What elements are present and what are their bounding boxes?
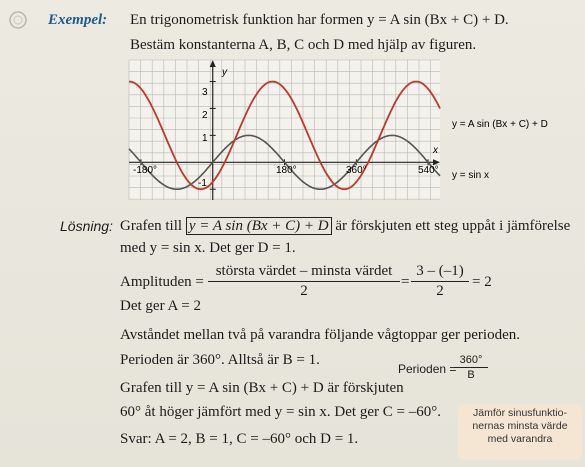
amplitude-denominator-2: 2: [436, 283, 444, 299]
x-tick-540: 540°: [418, 165, 439, 176]
solution-line-4: Det ger A = 2: [120, 298, 201, 314]
solution-label: Lösning:: [60, 218, 113, 234]
note-line-1: Jämför sinusfunktio-: [473, 407, 567, 419]
amplitude-prefix: Amplituden =: [120, 274, 204, 290]
margin-note: [458, 404, 582, 460]
period-numerator: 360°: [454, 354, 488, 368]
period-prefix: Perioden =: [398, 362, 457, 376]
x-tick-minus-180: -180°: [133, 165, 158, 176]
amplitude-result: = 2: [472, 274, 492, 290]
amplitude-numerator: största värdet – minsta värdet: [208, 263, 400, 282]
answer-line: Svar: A = 2, B = 1, C = –60° och D = 1.: [120, 431, 359, 447]
solution-line-6: Perioden är 360°. Alltså är B = 1.: [120, 352, 320, 368]
boxed-formula: y = A sin (Bx + C) + D: [186, 217, 332, 235]
solution-line-7: Grafen till y = A sin (Bx + C) + D är förskjuten: [120, 380, 404, 396]
curve-2-label: y = sin x: [452, 170, 489, 181]
note-line-2: nernas minsta värde: [472, 420, 568, 432]
period-fraction: [454, 354, 488, 381]
example-label: Exempel:: [48, 12, 108, 28]
solution-line-8: 60° åt höger jämfört med y = sin x. Det ger C = –60°.: [120, 404, 441, 420]
amplitude-equals: =: [401, 274, 410, 290]
x-axis-label: x: [433, 145, 438, 156]
curve-1-label: y = A sin (Bx + C) + D: [452, 119, 548, 130]
y-tick-1: 1: [202, 133, 208, 144]
amplitude-numerator-2: 3 – (–1): [411, 263, 469, 282]
y-axis-label: y: [222, 67, 227, 78]
amplitude-denominator: 2: [300, 283, 308, 299]
amplitude-fraction-2: [411, 263, 469, 300]
note-line-3: med varandra: [487, 433, 553, 445]
x-tick-360: 360°: [346, 165, 367, 176]
solution-line-1: [120, 218, 570, 235]
period-denominator: B: [467, 369, 475, 381]
amplitude-fraction-1: [208, 263, 400, 300]
solution-line-1-a: Grafen till: [120, 218, 183, 234]
page-corner-icon: [6, 10, 34, 30]
solution-line-2: med y = sin x. Det ger D = 1.: [120, 240, 296, 256]
y-tick-3: 3: [202, 87, 208, 98]
y-tick-2: 2: [202, 110, 208, 121]
x-tick-180: 180°: [276, 165, 297, 176]
y-tick-minus-1: -1: [198, 178, 207, 189]
example-line-2: Bestäm konstanterna A, B, C och D med hjälp av figuren.: [130, 37, 477, 53]
solution-line-1-b: är förskjuten ett steg uppåt i jämförelse: [335, 218, 571, 234]
example-line-1: En trigonometrisk funktion har formen y = A sin (Bx + C) + D.: [130, 12, 509, 28]
solution-line-5: Avståndet mellan två på varandra följande vågtoppar ger perioden.: [120, 327, 520, 343]
